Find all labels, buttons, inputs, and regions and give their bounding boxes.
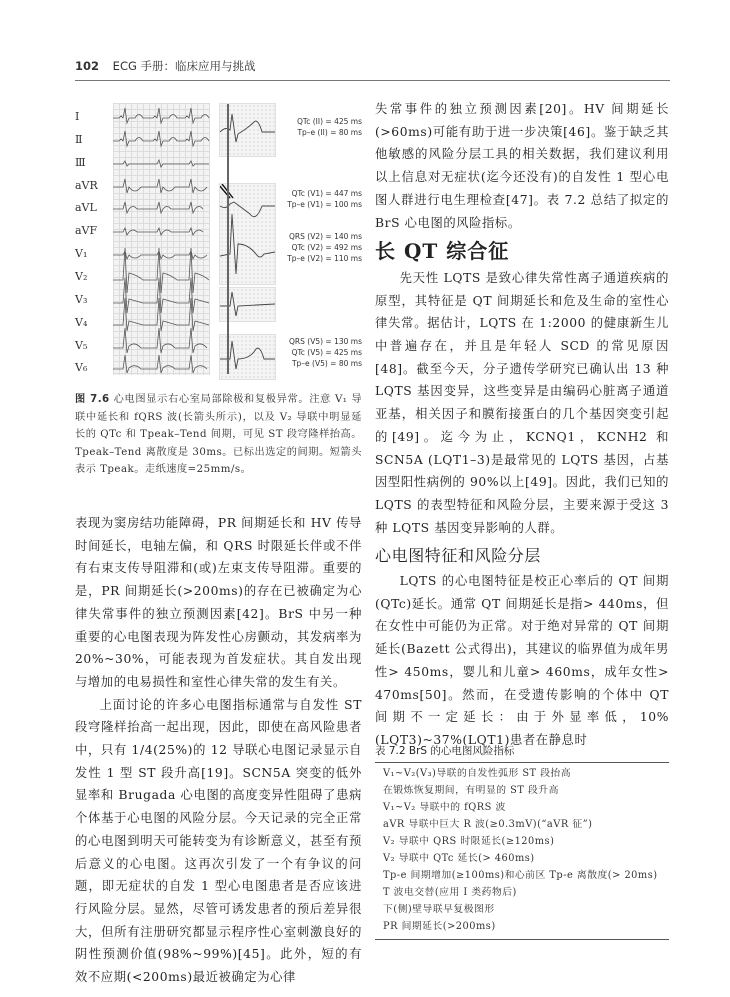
table-row: V₂ 导联中 QRS 时限延长(≥120ms) — [383, 836, 555, 847]
lead-label: aVL — [75, 201, 97, 214]
table-row: V₁~V₂ 导联中的 fQRS 波 — [383, 802, 506, 813]
risk-indicator-table — [375, 743, 669, 940]
left-column — [75, 512, 362, 989]
lead-label: aVF — [75, 224, 98, 237]
lead-label: V₄ — [75, 316, 88, 329]
lead-label: Ⅰ — [75, 110, 80, 123]
paragraph: 上面讨论的许多心电图指标通常与自发性 ST 段穹隆样抬高一起出现，因此，即使在高风险患者中，只有 1/4(25%)的 12 导联心电图记录显示自发性 1 型 ST 段升高[19]。SCN5A 突变的低外显率和 Brugada 心电图的高度变异性阻碍了患病个体基于心电图的风险分层。今天记录的完全正常的心电图到明天可能转变为有诊断意义，甚至有预后意义的心电图。这再次引发了一个有争议的问题，即无症状的自发 1 型心电图患者是否应该进行风险分层。显然，尽管可诱发患者的预后差异很大，但所有注册研究都显示程序性心室刺激良好的阴性预测价值(98%~99%)[45]。此外，短的有效不应期(<200ms)最近被确定为心律 — [75, 697, 362, 985]
paragraph: 失常事件的独立预测因素[20]。HV 间期延长(>60ms)可能有助于进一步决策[46]。鉴于缺乏其他敏感的风险分层工具的相关数据，我们建议利用以上信息对无症状(迄今还没有)的自发性 1 型心电图人群进行电生理检查[47]。表 7.2 总结了拟定的 BrS 心电图的风险指标。 — [375, 102, 669, 230]
caption-label: 图 7.6 — [75, 394, 110, 405]
ecg-traces — [113, 103, 210, 375]
lead-label: Ⅱ — [75, 133, 83, 146]
measurements-lead-v1: QTc (V1) = 447 ms Tp–e (V1) = 100 ms — [287, 189, 362, 209]
section-heading: 长 QT 综合征 — [375, 239, 510, 264]
lead-label: Ⅲ — [75, 156, 86, 169]
lead-label: aVR — [75, 179, 98, 192]
right-column — [375, 98, 669, 752]
lead-label: V₃ — [75, 293, 88, 306]
book-title: ECG 手册：临床应用与挑战 — [112, 59, 256, 73]
paragraph: LQTS 的心电图特征是校正心率后的 QT 间期(QTc)延长。通常 QT 间期延长是指> 440ms，但在女性中可能仍为正常。对于绝对异常的 QT 间期延长(Bazett 公式得出)，其建议的临界值为成年男性> 450ms，婴儿和儿童> 460ms，成年女性> 470ms[50]。然而，在受遗传影响的个体中 QT 间期不一定延长：由于外显率低，10%(LQT3)~37%(LQT1)患者在静息时 — [375, 574, 669, 747]
table-row: 在锻炼恢复期间，有明显的 ST 段升高 — [383, 785, 559, 796]
caption-text: 心电图显示右心室局部除极和复极异常。注意 V₁ 导联中延长和 fQRS 波(长箭头所示)，以及 V₂ 导联中明显延长的 QTc 和 Tpeak–Tend 间期，可见 ST 段穹隆样抬高。Tpeak–Tend 离散度是 30ms。已标出选定的间期。短箭头表示 Tpeak。走纸速度=25mm/s。 — [75, 394, 363, 475]
table-title: 表 7.2 BrS 的心电图风险指标 — [375, 743, 669, 763]
lead-label: V₂ — [75, 270, 88, 283]
paragraph: 表现为窦房结功能障碍，PR 间期延长和 HV 传导时间延长，电轴左偏，和 QRS 时限延长伴或不伴有右束支传导阻滞和(或)左束支传导阻滞。重要的是，PR 间期延长(>200ms)的存在已被确定为心律失常事件的独立预测因素[42]。BrS 中另一种重要的心电图表现为阵发性心房颤动，其发病率为 20%~30%，可能表现为首发症状。其自发出现与增加的电易损性和室性心律失常的发生有关。 — [75, 516, 362, 689]
table-row: 下(侧)壁导联早复极图形 — [383, 904, 495, 915]
page-number: 102 — [75, 59, 100, 73]
measurements-lead-v5: QRS (V5) = 130 ms QTc (V5) = 425 ms Tp–e (V5) = 80 ms — [289, 337, 362, 368]
lead-label: V₁ — [75, 247, 88, 260]
subsection-heading: 心电图特征和风险分层 — [375, 546, 542, 566]
lead-label: V₆ — [75, 361, 88, 374]
table-row: Tp-e 间期增加(≥100ms)和心前区 Tp-e 离散度(> 20ms) — [383, 870, 658, 881]
twelve-lead-ecg-strip — [113, 103, 210, 375]
measurements-lead-ii: QTc (II) = 425 ms Tp–e (II) = 80 ms — [297, 117, 362, 137]
lead-label: V₅ — [75, 339, 88, 352]
figure-caption — [75, 391, 362, 479]
table-row: V₁~V₂(V₃)导联的自发性弧形 ST 段抬高 — [383, 768, 572, 779]
alignment-line — [227, 104, 229, 374]
table-row: T 波电交替(应用 Ⅰ 类药物后) — [383, 887, 517, 898]
table-row: V₂ 导联中 QTc 延长(> 460ms) — [383, 853, 535, 864]
measurements-lead-v2: QRS (V2) = 140 ms QTc (V2) = 492 ms Tp–e (V2) = 110 ms — [287, 232, 362, 263]
ecg-figure — [75, 100, 362, 380]
running-header — [75, 58, 670, 81]
table-row: aVR 导联中巨大 R 波(≥0.3mV)(“aVR 征”) — [383, 819, 593, 830]
paragraph: 先天性 LQTS 是致心律失常性离子通道疾病的原型，其特征是 QT 间期延长和危及生命的室性心律失常。据估计，LQTS 在 1:2000 的健康新生儿中普遍存在，并且是年轻人 SCD 的常见原因[48]。截至今天，分子遗传学研究已确认出 13 种 LQTS 基因变异，这些变异是由编码心脏离子通道亚基，相关因子和膜衔接蛋白的几个基因突变引起的[49]。迄今为止，KCNQ1，KCNH2 和 SCN5A (LQT1–3)是最常见的 LQTS 基因，占基因型阳性病例的 90%以上[49]。因此，我们已知的 LQTS 的表型特征和风险分层，主要来源于受这 3 种 LQTS 基因变异影响的人群。 — [375, 270, 669, 535]
table-row: PR 间期延长(>200ms) — [383, 921, 496, 932]
